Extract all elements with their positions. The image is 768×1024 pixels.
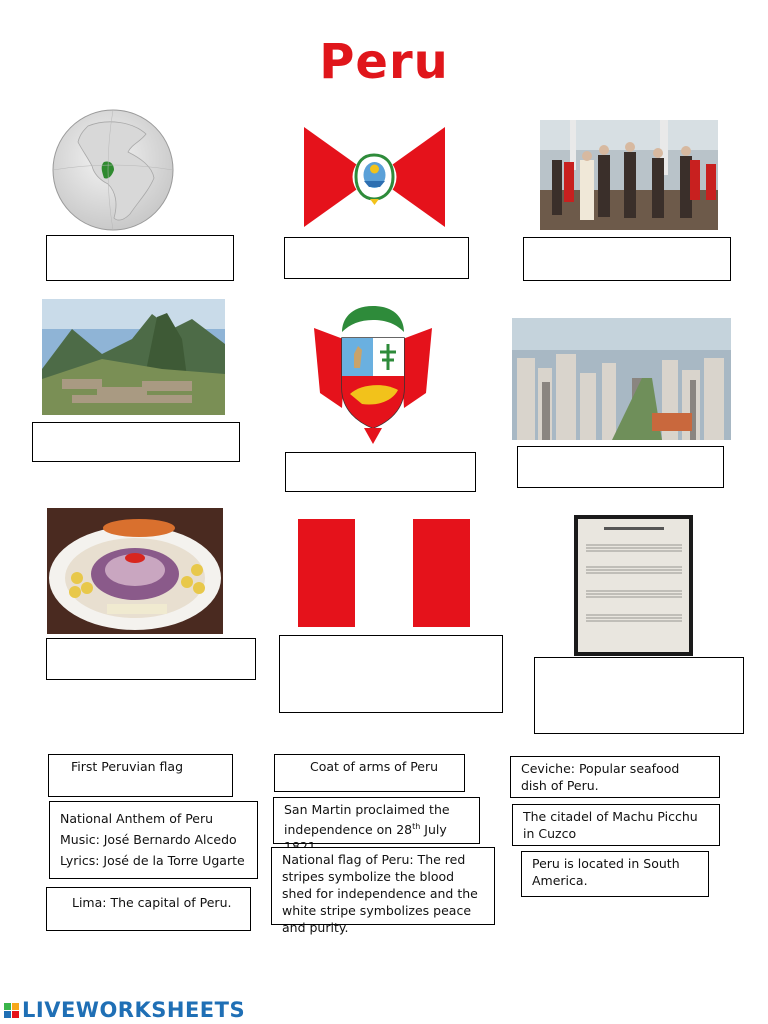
label-national-anthem[interactable]: [49, 801, 258, 879]
label-coat-of-arms-text: Coat of arms of Peru: [310, 759, 439, 774]
label-anthem-line1: National Anthem of Peru: [60, 811, 214, 826]
liveworksheets-logo: [4, 998, 245, 1022]
page-title: Peru: [319, 34, 449, 90]
first-peruvian-flag-image: [304, 127, 445, 227]
label-first-flag-text: First Peruvian flag: [71, 759, 184, 774]
independence-painting-image: [540, 120, 718, 230]
answer-box-anthem[interactable]: [534, 657, 744, 734]
label-ceviche[interactable]: [510, 756, 720, 798]
national-flag-image: [298, 519, 470, 627]
answer-box-coat-of-arms[interactable]: [285, 452, 476, 492]
label-san-martin[interactable]: [273, 797, 480, 844]
ceviche-image: [47, 508, 223, 634]
globe-image: [48, 108, 178, 233]
label-san-martin-sup: th: [412, 822, 421, 831]
label-machu-picchu-text: The citadel of Machu Picchu in Cuzco: [523, 809, 698, 841]
label-san-martin-pre: San Martin proclaimed the independence on 28: [284, 802, 450, 838]
answer-box-machu-picchu[interactable]: [32, 422, 240, 462]
label-lima-text: Lima: The capital of Peru.: [72, 895, 232, 910]
label-anthem-line2: Music: José Bernardo Alcedo: [60, 832, 237, 847]
answer-box-lima[interactable]: [517, 446, 724, 488]
coat-of-arms-image: [306, 298, 440, 446]
lima-city-image: [512, 318, 731, 440]
label-national-flag-text: National flag of Peru: The red stripes symbolize the blood shed for independence and the white stripe symbolizes peace and purity.: [282, 852, 478, 935]
liveworksheets-icon: [4, 1003, 19, 1018]
label-location[interactable]: [521, 851, 709, 897]
answer-box-globe[interactable]: [46, 235, 234, 281]
machu-picchu-image: [42, 299, 225, 415]
answer-box-painting[interactable]: [523, 237, 731, 281]
label-first-flag[interactable]: [48, 754, 233, 797]
answer-box-ceviche[interactable]: [46, 638, 256, 680]
label-coat-of-arms[interactable]: [274, 754, 465, 792]
label-san-martin-post: July: [424, 822, 447, 838]
answer-box-first-flag[interactable]: [284, 237, 469, 279]
anthem-sheet-music-image: [574, 515, 693, 656]
label-location-text: Peru is located in South America.: [532, 856, 680, 888]
brand-name: LIVEWORKSHEETS: [22, 998, 246, 1022]
label-national-flag[interactable]: [271, 847, 495, 935]
label-anthem-line3: Lyrics: José de la Torre Ugarte: [60, 853, 245, 868]
label-ceviche-text: Ceviche: Popular seafood dish of Peru.: [521, 761, 680, 793]
label-machu-picchu[interactable]: [512, 804, 720, 846]
answer-box-national-flag[interactable]: [279, 635, 503, 713]
label-lima[interactable]: [46, 887, 251, 931]
